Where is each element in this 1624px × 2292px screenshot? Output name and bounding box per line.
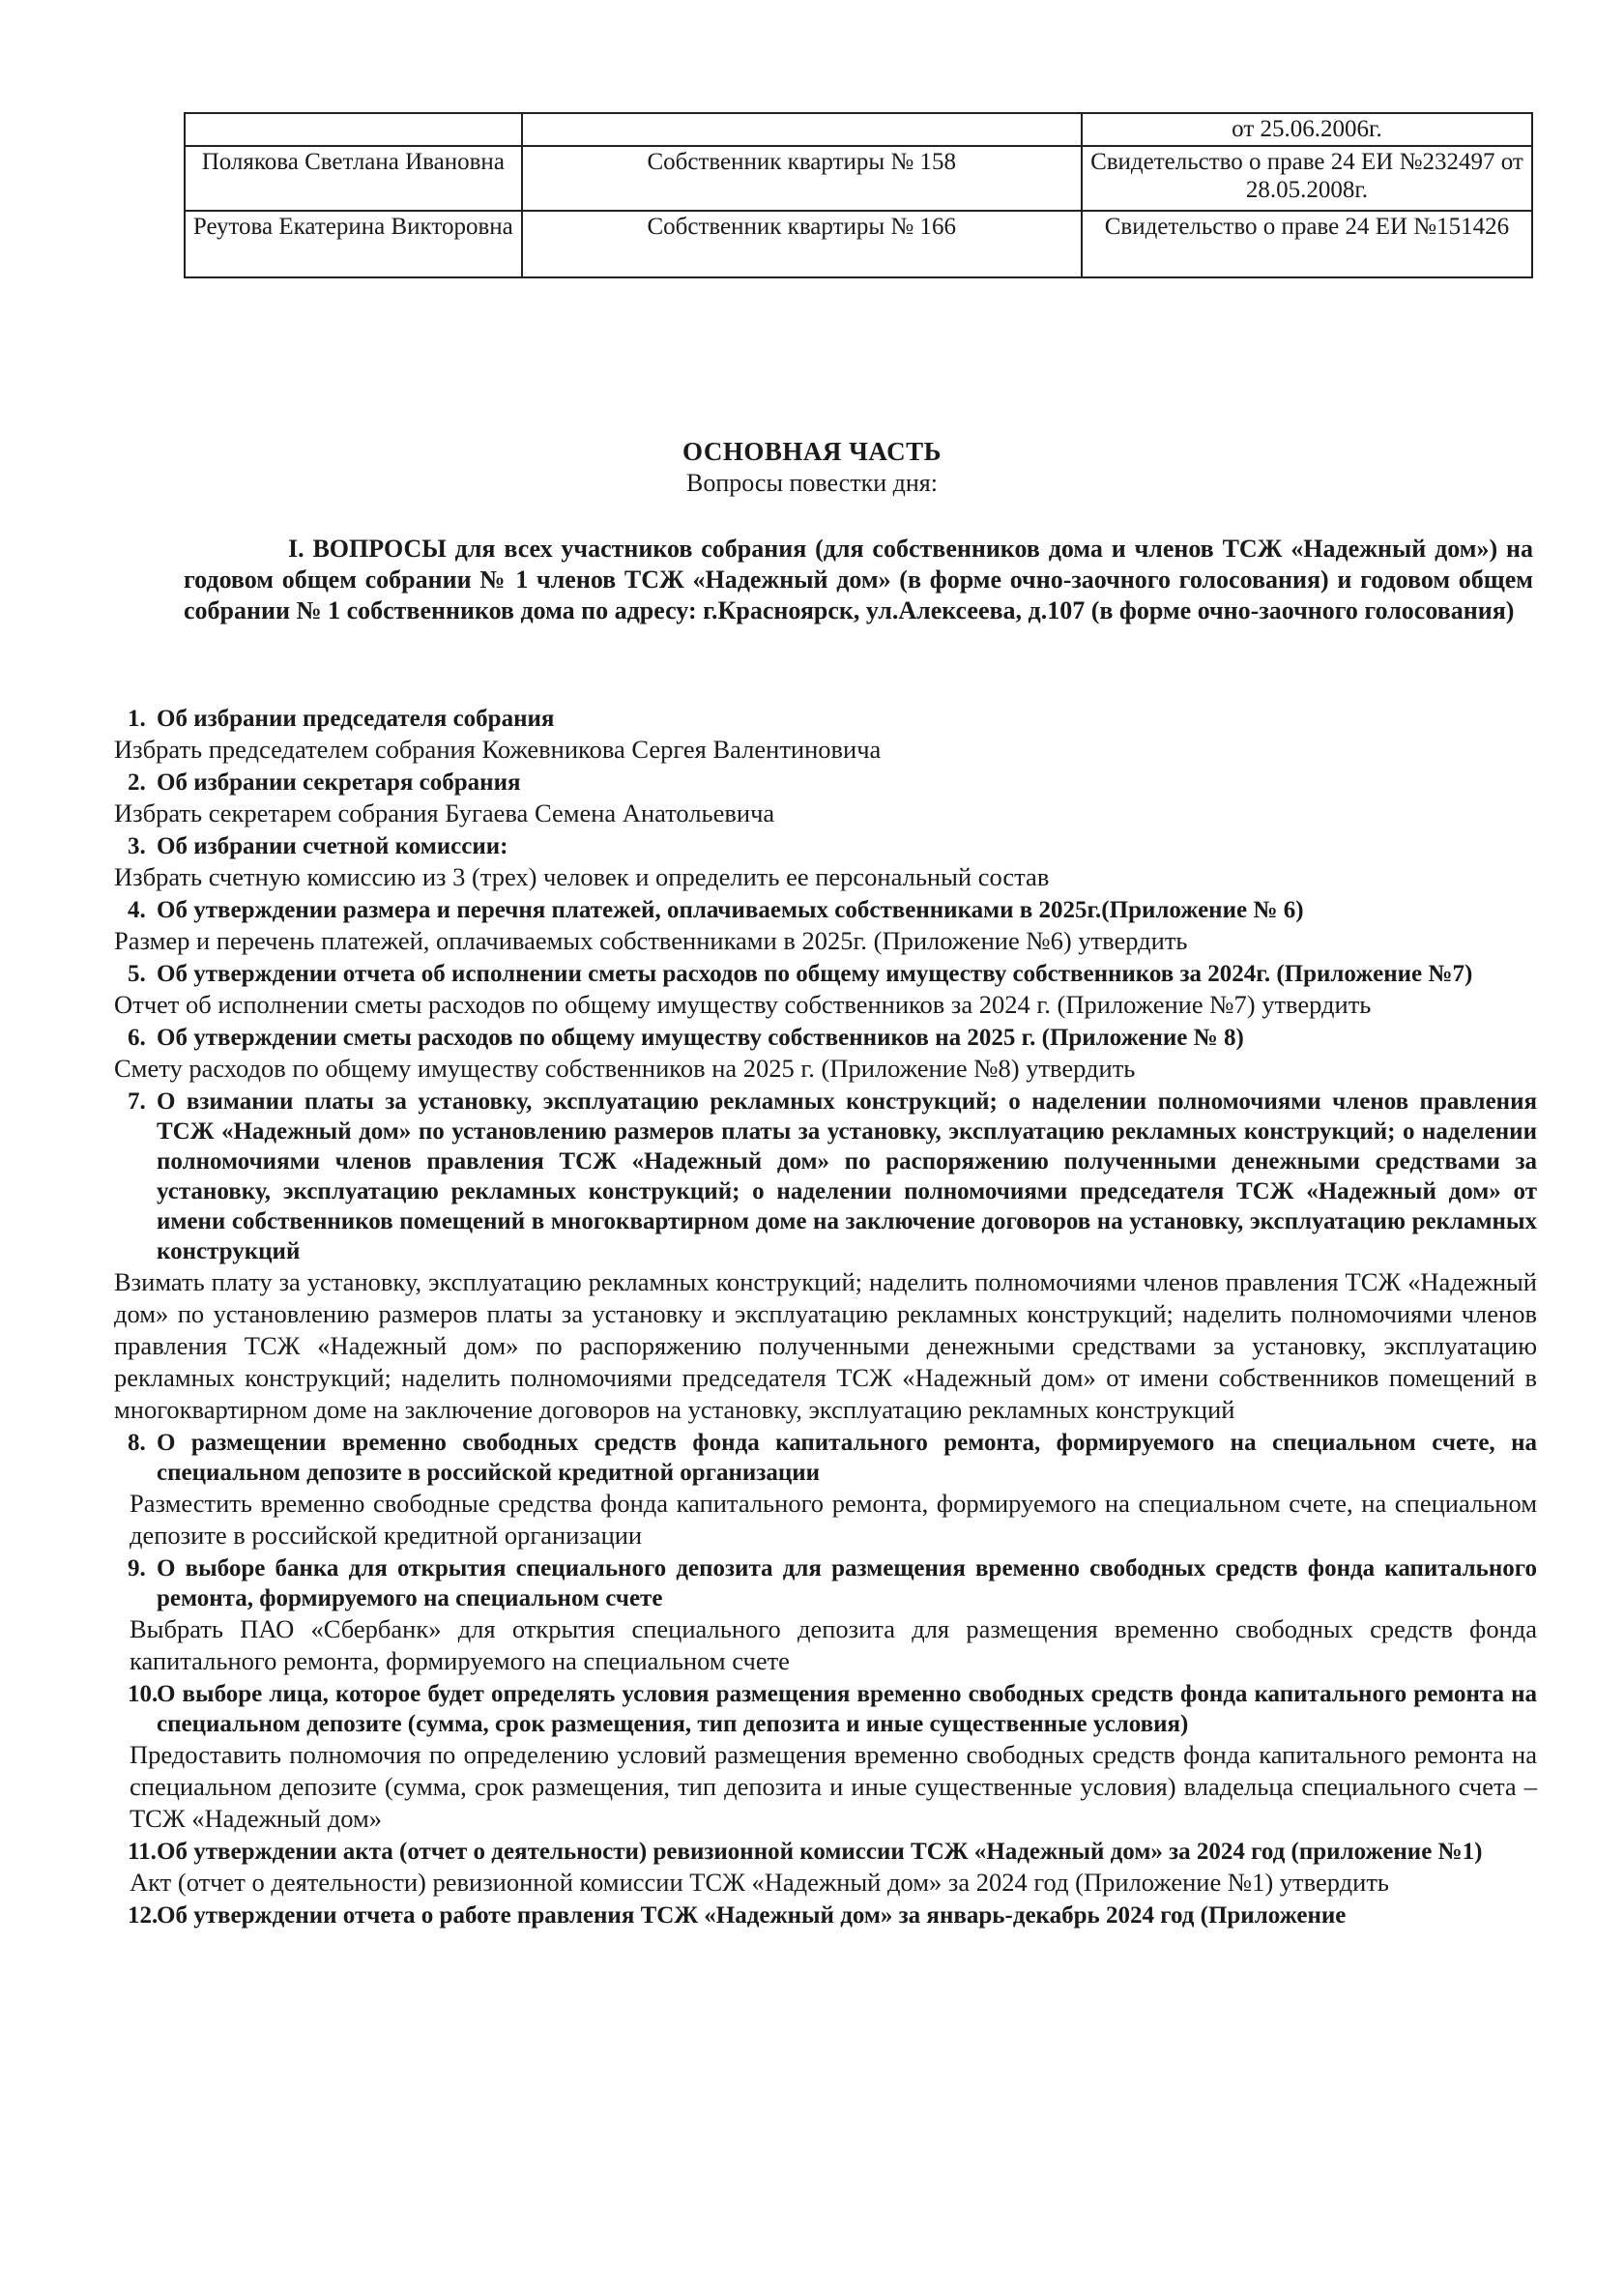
list-item — [0, 1679, 1624, 1835]
owner-document-cell: от 25.06.2006г. — [1082, 113, 1532, 146]
item-number: 8. — [128, 1430, 146, 1456]
owner-document-cell: Свидетельство о праве 24 ЕИ №232497 от 28.05.2008г. — [1082, 146, 1532, 211]
agenda-decision: Разместить временно свободные средства фонда капитального ремонта, формируемого на специальном счете, на специальном депозите в российской кредитной организации — [130, 1489, 1537, 1550]
item-number: 7. — [128, 1088, 146, 1115]
list-item — [0, 1837, 1624, 1899]
item-number: 12. — [128, 1902, 159, 1929]
question-text: О выборе банка для открытия специального депозита для размещения временно свободных средств фонда капитального ремонта, формируемого на специальном счете — [157, 1555, 1537, 1611]
question-text: Об утверждении размера и перечня платежей, оплачиваемых собственниками в 2025г.(Приложение № 6) — [157, 897, 1304, 923]
list-item — [0, 1553, 1624, 1677]
agenda-question — [0, 768, 1624, 798]
section-heading: I. ВОПРОСЫ для всех участников собрания (для собственников дома и членов ТСЖ «Надежный дом») на годовом общем собрании № 1 членов ТСЖ «Надежный дом» (в форме очно-заочного голосования) и годовом общем собрании № 1 собственников дома по адресу: г.Красноярск, ул.Алексеева, д.107 (в форме очно-заочного голосования) — [184, 535, 1533, 624]
agenda-question — [0, 895, 1624, 925]
owner-role-cell: Собственник квартиры № 166 — [522, 211, 1082, 277]
question-text: Об избрании председателя собрания — [157, 706, 555, 732]
question-text: О выборе лица, которое будет определять условия размещения временно свободных средств фонда капитального ремонта на специальном депозите (сумма, срок размещения, тип депозита и иные существенные условия) — [157, 1681, 1537, 1737]
list-item — [0, 895, 1624, 957]
question-text: Об утверждении акта (отчет о деятельности) ревизионной комиссии ТСЖ «Надежный дом» за 2024 год (приложение №1) — [157, 1839, 1483, 1865]
question-text: Об утверждении отчета о работе правления ТСЖ «Надежный дом» за январь-декабрь 2024 год (Приложение — [157, 1902, 1347, 1929]
owner-name-cell: Полякова Светлана Ивановна — [185, 146, 522, 211]
question-text: Об утверждении отчета об исполнении сметы расходов по общему имуществу собственников за 2024г. (Приложение №7) — [157, 961, 1473, 987]
agenda-question — [0, 1679, 1624, 1739]
list-item — [0, 831, 1624, 893]
agenda-decision: Отчет об исполнении сметы расходов по общему имуществу собственников за 2024 г. (Приложение №7) утвердить — [114, 990, 1372, 1019]
item-number: 3. — [128, 833, 146, 859]
agenda-question — [0, 1900, 1624, 1930]
list-item — [0, 704, 1624, 766]
question-text: О размещении временно свободных средств фонда капитального ремонта, формируемого на специальном счете, на специальном депозите в российской кредитной организации — [157, 1430, 1537, 1486]
agenda-decision: Избрать счетную комиссию из 3 (трех) человек и определить ее персональный состав — [114, 862, 1050, 891]
owner-role-cell — [522, 113, 1082, 146]
list-item — [0, 1900, 1624, 1930]
agenda-decision: Избрать секретарем собрания Бугаева Семена Анатольевича — [114, 798, 775, 827]
item-number: 9. — [128, 1555, 146, 1581]
agenda-question — [0, 1553, 1624, 1613]
agenda-question — [0, 1023, 1624, 1053]
agenda-question — [0, 831, 1624, 861]
page-subtitle: Вопросы повестки дня: — [686, 469, 938, 497]
owner-name-cell — [185, 113, 522, 146]
list-item — [0, 768, 1624, 829]
question-text: О взимании платы за установку, эксплуатацию рекламных конструкций; о наделении полномочиями членов правления ТСЖ «Надежный дом» по установлению размеров платы за установку, эксплуатацию рекламных конструкций; о наделении полномочиями членов правления ТСЖ «Надежный дом» по распоряжению полученными денежными средствами за установку, эксплуатацию рекламных конструкций; о наделении полномочиями председателя ТСЖ «Надежный дом» от имени собственников помещений в многоквартирном доме на заключение договоров на установку, эксплуатацию рекламных конструкций — [157, 1088, 1537, 1264]
item-number: 10. — [128, 1681, 159, 1707]
question-text: Об избрании секретаря собрания — [157, 769, 521, 796]
agenda-decision: Взимать плату за установку, эксплуатацию рекламных конструкций; наделить полномочиями членов правления ТСЖ «Надежный дом» по установлению размеров платы за установку и эксплуатацию рекламных конструкций; наделить полномочиями членов правления ТСЖ «Надежный дом» по распоряжению полученными денежными средствами за установку, эксплуатацию рекламных конструкций; наделить полномочиями председателя ТСЖ «Надежный дом» от имени собственников помещений в многоквартирном доме на заключение договоров на установку, эксплуатацию рекламных конструкций — [114, 1267, 1537, 1424]
item-number: 2. — [128, 769, 146, 796]
item-number: 1. — [128, 706, 146, 732]
agenda-decision: Предоставить полномочия по определению условий размещения временно свободных средств фонда капитального ремонта на специальном депозите (сумма, срок размещения, тип депозита и иные существенные условия) владельца специального счета – ТСЖ «Надежный дом» — [130, 1740, 1537, 1833]
owner-document-cell: Свидетельство о праве 24 ЕИ №151426 — [1082, 211, 1532, 277]
agenda-decision: Избрать председателем собрания Кожевникова Сергея Валентиновича — [114, 735, 882, 764]
page-title: ОСНОВНАЯ ЧАСТЬ — [682, 437, 942, 466]
table-row — [185, 146, 1532, 211]
owner-role-cell: Собственник квартиры № 158 — [522, 146, 1082, 211]
list-item — [0, 1087, 1624, 1426]
table-row — [185, 113, 1532, 146]
question-text: Об избрании счетной комиссии: — [157, 833, 508, 859]
list-item — [0, 959, 1624, 1021]
list-item — [0, 1023, 1624, 1085]
agenda-question — [0, 1837, 1624, 1867]
agenda-question — [0, 704, 1624, 734]
agenda-decision: Размер и перечень платежей, оплачиваемых собственниками в 2025г. (Приложение №6) утвердить — [114, 926, 1188, 955]
list-item — [0, 1428, 1624, 1552]
item-number: 5. — [128, 961, 146, 987]
agenda-decision: Выбрать ПАО «Сбербанк» для открытия специального депозита для размещения временно свободных средств фонда капитального ремонта, формируемого на специальном счете — [130, 1614, 1537, 1675]
agenda-question — [0, 1087, 1624, 1266]
item-number: 6. — [128, 1025, 146, 1051]
question-text: Об утверждении сметы расходов по общему имуществу собственников на 2025 г. (Приложение № 8) — [157, 1025, 1244, 1051]
item-number: 11. — [128, 1839, 157, 1865]
agenda-decision: Смету расходов по общему имуществу собственников на 2025 г. (Приложение №8) утвердить — [114, 1054, 1136, 1083]
table-row — [185, 211, 1532, 277]
item-number: 4. — [128, 897, 146, 923]
agenda-list — [0, 704, 1624, 1930]
owner-name-cell: Реутова Екатерина Викторовна — [185, 211, 522, 277]
owners-table — [184, 112, 1533, 278]
agenda-question — [0, 1428, 1624, 1488]
agenda-decision: Акт (отчет о деятельности) ревизионной комиссии ТСЖ «Надежный дом» за 2024 год (Приложение №1) утвердить — [130, 1868, 1389, 1897]
agenda-question — [0, 959, 1624, 989]
